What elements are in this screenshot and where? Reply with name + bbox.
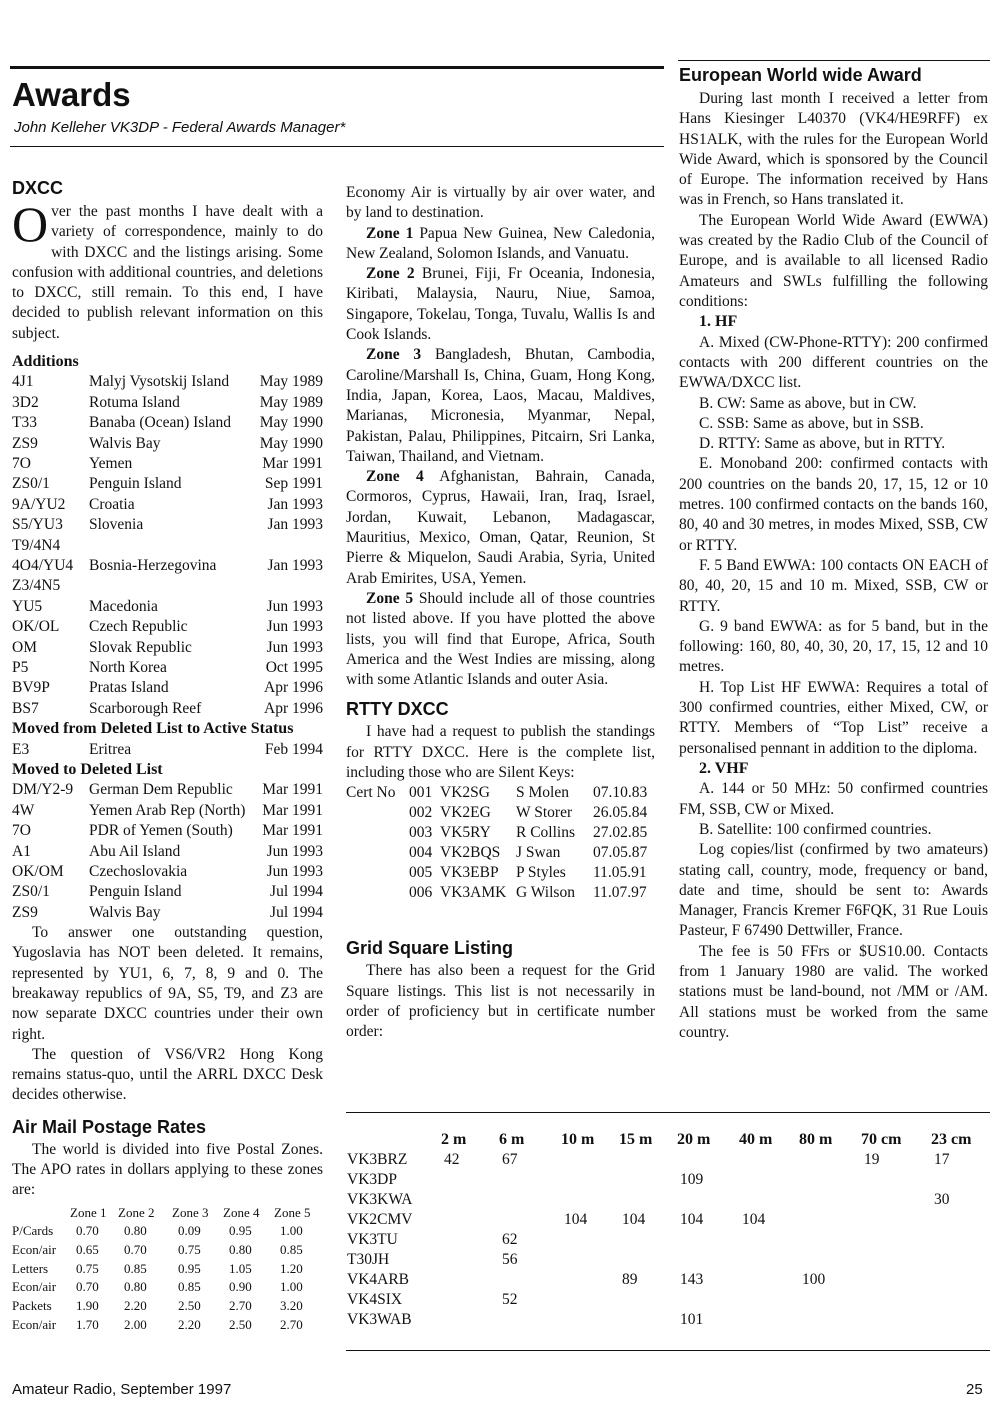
grid-count: 104 (564, 1211, 588, 1228)
entity-prefix: E3 (12, 740, 30, 758)
table-row (346, 783, 655, 803)
rate-value: 2.20 (178, 1316, 201, 1332)
award-condition: B. Satellite: 100 confirmed countries. (699, 820, 932, 838)
table-row (12, 1278, 323, 1297)
entity-name: Yemen (89, 455, 133, 473)
dxcc-para-hongkong: The question of VS6/VR2 Hong Kong remains status-quo, until the ARRL DXCC Desk decides otherwise. (12, 1045, 323, 1104)
drop-cap: O (12, 196, 49, 252)
zone-paragraph (346, 264, 655, 345)
zone-paragraph (346, 224, 655, 265)
band-header: 80 m (799, 1131, 833, 1148)
band-header: 2 m (441, 1131, 467, 1148)
cert-number: 003 (409, 824, 433, 842)
entity-date: Feb 1994 (264, 740, 323, 758)
euro-heading: European World wide Award (679, 65, 922, 85)
table-row (346, 823, 655, 843)
list-item (12, 699, 323, 719)
rtty-table (346, 783, 655, 903)
award-condition: H. Top List HF EWWA: Requires a total of 300 confirmed countries, either Mixed, CW, or RTTY. Members of “Top List” receive a personalised pennant in addition to the diploma. (679, 678, 988, 757)
entity-date: Jun 1993 (266, 597, 323, 615)
award-condition: F. 5 Band EWWA: 100 contacts ON EACH of 80, 40, 20, 15 and 10 m. Mixed, SSB, CW or RTTY. (679, 556, 988, 615)
entity-name: Penguin Island (89, 475, 182, 493)
table-row (346, 803, 655, 823)
list-item (12, 434, 323, 454)
entity-prefix: T33 (12, 414, 37, 432)
rate-label: P/Cards (12, 1223, 54, 1239)
list-item (12, 658, 323, 678)
entity-date: Oct 1995 (265, 658, 323, 676)
cert-name: J Swan (516, 844, 561, 862)
airmail-intro: The world is divided into five Postal Zones. The APO rates in dollars applying to these zones are: (12, 1140, 323, 1199)
entity-date: Jan 1993 (267, 557, 323, 574)
table-row (346, 1210, 990, 1230)
cert-number: 006 (409, 884, 433, 902)
page-title: Awards (12, 76, 131, 113)
list-item (12, 413, 323, 433)
rate-value: 0.80 (124, 1279, 147, 1295)
grid-table-top-rule (346, 1112, 990, 1113)
rate-value: 1.05 (229, 1260, 252, 1276)
grid-count: 62 (502, 1231, 518, 1248)
entity-date: Sep 1991 (264, 475, 323, 493)
author-line: John Kelleher VK3DP - Federal Awards Manager* (14, 119, 346, 136)
rate-label: Econ/air (12, 1316, 57, 1332)
grid-count: 109 (680, 1171, 704, 1188)
entity-prefix: S5/YU3 (12, 516, 63, 534)
entity-date: Jan 1993 (267, 495, 323, 513)
rate-value: 2.70 (280, 1316, 303, 1332)
euro-para-2: The European World Wide Award (EWWA) was created by the Radio Club of the Council of Europe, and is available to all licensed Radio Amateurs and SWLs fulfilling the following conditions: (679, 211, 988, 310)
entity-date: Mar 1991 (262, 822, 323, 840)
rate-value: 2.70 (229, 1298, 252, 1314)
grid-call: VK3WAB (347, 1311, 412, 1328)
additions-heading: Additions (12, 353, 79, 371)
entity-prefix: Z3/4N5 (12, 577, 61, 595)
zone-label: Zone 3 (366, 346, 422, 364)
zone-countries: Afghanistan, Bahrain, Canada, Cormoros, Cyprus, Hawaii, Iran, Iraq, Israel, Jordan, Kuwait, Lebanon, Madagascar, Mauritius, Mexico, Oman, Qatar, Reunion, St Pierre & Miquelon, Saudi Arabia, Syria, United Arab Emirites, USA, Yemen. (346, 468, 655, 587)
entity-prefix: 4W (12, 801, 35, 819)
rate-value: 1.70 (76, 1316, 99, 1332)
rate-value: 2.00 (124, 1316, 147, 1332)
list-item (12, 454, 323, 474)
band-header: 23 cm (931, 1131, 972, 1148)
footer-publication: Amateur Radio, September 1997 (12, 1381, 232, 1398)
grid-count: 101 (680, 1311, 704, 1328)
list-item (12, 576, 323, 596)
rate-label: Letters (12, 1260, 49, 1276)
additions-list (12, 372, 323, 719)
award-condition: G. 9 band EWWA: as for 5 band, but in the following: 160, 80, 40, 30, 20, 17, 15, 12 and 10 metres. (679, 617, 988, 676)
zone-header: Zone 3 (172, 1204, 209, 1220)
euro-para-4: The fee is 50 FFrs or $US10.00. Contacts from 1 January 1980 are valid. The worked stations must be land-bound, not /MM or /AM. All stations must be worked from the same country. (679, 942, 988, 1041)
cert-number: 001 (409, 784, 433, 802)
zone-header: Zone 1 (70, 1204, 107, 1220)
entity-name: Czechoslovakia (89, 862, 188, 880)
rate-label: Econ/air (12, 1279, 57, 1295)
moved-active-list (12, 740, 323, 760)
table-row (346, 1290, 990, 1310)
list-item (12, 372, 323, 392)
entity-name: Penguin Island (89, 883, 182, 901)
entity-date: Jun 1993 (266, 618, 323, 636)
grid-count: 56 (502, 1251, 518, 1268)
cert-number: 004 (409, 844, 433, 862)
entity-date: Jun 1993 (266, 862, 323, 880)
dxcc-intro: Over the past months I have dealt with a variety of correspondence, mainly to do with DXCC and the listings arising. Some confusion with additional countries, and deletions to DXCC, still remain. To this end, I have decided to publish relevant information on this subject. (12, 196, 323, 342)
entity-prefix: BV9P (12, 679, 50, 697)
cert-date: 26.05.84 (593, 804, 648, 822)
list-item (12, 536, 323, 556)
zone-paragraph (346, 345, 655, 467)
airmail-heading: Air Mail Postage Rates (12, 1116, 207, 1137)
zone-paragraph (346, 589, 655, 690)
grid-call: VK2CMV (347, 1211, 413, 1228)
cert-date: 07.05.87 (593, 844, 648, 862)
cert-date: 07.10.83 (593, 784, 648, 802)
rate-value: 0.80 (229, 1242, 252, 1257)
rate-value: 3.20 (280, 1298, 303, 1314)
cert-date: 11.07.97 (593, 884, 647, 902)
entity-name: Abu Ail Island (89, 842, 181, 860)
hf-heading: 1. HF (699, 313, 738, 331)
rate-label: Packets (12, 1298, 52, 1314)
cert-name: G Wilson (516, 884, 575, 902)
entity-name: PDR of Yemen (South) (89, 822, 233, 840)
moved-deleted-heading: Moved to Deleted List (12, 760, 163, 778)
entity-name: Walvis Bay (89, 434, 161, 452)
grid-call: VK3TU (347, 1231, 398, 1248)
rate-value: 0.85 (178, 1279, 201, 1295)
entity-prefix: ZS9 (12, 903, 38, 921)
entity-prefix: 4J1 (12, 373, 34, 391)
entity-prefix: A1 (12, 842, 31, 860)
cert-call: VK2EG (440, 804, 491, 822)
band-header: 70 cm (861, 1131, 902, 1148)
euro-para-1: During last month I received a letter from Hans Kiesinger L40370 (VK4/HE9RFF) ex HS1ALK, with the rules for the European World Wide Award, which is sponsored by the Council of Europe. The information received by Hans was in French, so Hans translated it. (679, 90, 988, 209)
column-1 (12, 177, 323, 1334)
table-row (12, 1297, 323, 1316)
entity-name: North Korea (89, 658, 167, 676)
award-condition: D. RTTY: Same as above, but in RTTY. (699, 435, 946, 453)
rate-value: 0.09 (178, 1223, 201, 1239)
grid-call: VK3DP (347, 1171, 397, 1188)
table-row (12, 1260, 323, 1279)
entity-date: Mar 1991 (262, 781, 323, 799)
entity-prefix: OM (12, 638, 37, 656)
title-bottom-rule (10, 146, 664, 147)
entity-prefix: 3D2 (12, 393, 39, 411)
entity-prefix: BS7 (12, 699, 39, 717)
cert-call: VK5RY (440, 824, 491, 842)
grid-count: 100 (802, 1271, 826, 1288)
rate-value: 2.50 (178, 1298, 201, 1314)
rate-value: 1.00 (280, 1279, 303, 1295)
entity-prefix: P5 (12, 658, 29, 676)
table-row (12, 1316, 323, 1335)
rate-value: 1.90 (76, 1298, 99, 1314)
table-row (346, 1270, 990, 1290)
entity-prefix: YU5 (12, 597, 43, 615)
list-item (12, 740, 323, 760)
table-row (346, 1250, 990, 1270)
grid-call: VK3BRZ (347, 1151, 408, 1168)
grid-count: 67 (502, 1151, 518, 1168)
list-item (12, 842, 323, 862)
grid-count: 104 (742, 1211, 766, 1228)
rtty-intro: I have had a request to publish the standings for RTTY DXCC. Here is the complete list, including those who are Silent Keys: (346, 723, 655, 782)
column-3 (679, 64, 988, 1043)
cert-number: 005 (409, 864, 433, 882)
rate-value: 0.95 (229, 1223, 252, 1239)
grid-call: VK3KWA (347, 1191, 413, 1208)
zone-countries: Bangladesh, Bhutan, Cambodia, Caroline/Marshall Is, China, Guam, Hong Kong, India, Japan, Korea, Laos, Macau, Maldives, Marianas, Micronesia, Myanmar, Nepal, Pakistan, Palau, Philippines, Pitcairn, Sri Lanka, Taiwan, Thailand, and Vietnam. (346, 346, 656, 465)
moved-deleted-list (12, 780, 323, 923)
entity-date: Jun 1993 (266, 638, 323, 656)
grid-count: 104 (680, 1211, 704, 1228)
table-row (12, 1241, 323, 1260)
table-row (346, 1170, 990, 1190)
rate-value: 2.20 (124, 1298, 147, 1314)
entity-name: Slovenia (89, 516, 144, 534)
rate-label: Econ/air (12, 1242, 57, 1257)
entity-prefix: 7O (12, 822, 31, 840)
airmail-continuation: Economy Air is virtually by air over water, and by land to destination. (346, 184, 655, 222)
cert-number: 002 (409, 804, 433, 822)
grid-call: VK4ARB (347, 1271, 410, 1288)
grid-count: 52 (502, 1291, 518, 1308)
entity-name: Slovak Republic (89, 638, 192, 656)
entity-date: Apr 1996 (264, 699, 323, 717)
grid-count: 143 (680, 1271, 704, 1288)
list-item (12, 515, 323, 535)
cert-date: 11.05.91 (593, 864, 647, 882)
entity-prefix: OK/OM (12, 862, 64, 880)
cert-name: P Styles (516, 864, 566, 882)
rate-value: 0.65 (76, 1242, 99, 1257)
rate-value: 0.70 (76, 1279, 99, 1295)
grid-count: 19 (864, 1151, 880, 1168)
entity-name: Croatia (89, 495, 135, 513)
title-top-rule (10, 66, 664, 69)
entity-name: Malyj Vysotskij Island (89, 373, 230, 391)
grid-heading: Grid Square Listing (346, 938, 514, 959)
list-item (12, 821, 323, 841)
zone-paragraph (346, 467, 655, 589)
list-item (12, 678, 323, 698)
rate-value: 1.20 (280, 1260, 303, 1276)
grid-header-row (346, 1130, 990, 1150)
zones-list (346, 224, 655, 691)
entity-date: Jul 1994 (270, 903, 323, 921)
list-item (12, 495, 323, 515)
cert-call: VK3EBP (440, 864, 499, 882)
vhf-heading: 2. VHF (699, 759, 749, 777)
entity-name: Rotuma Island (89, 393, 180, 411)
zone-countries: Should include all of those countries not listed above. If you have plotted the above lists, you will find that Europe, Africa, South America and the West Indies are missing, along with some Atlantic Islands and outer Asia. (346, 589, 655, 689)
grid-count: 89 (622, 1271, 638, 1288)
entity-date: Mar 1991 (262, 455, 323, 473)
zone-label: Zone 5 (366, 589, 414, 607)
dxcc-heading: DXCC (12, 178, 64, 198)
list-item (12, 903, 323, 923)
award-condition: A. 144 or 50 MHz: 50 confirmed countries FM, SSB, CW or Mixed. (679, 780, 988, 818)
entity-date: May 1989 (259, 373, 323, 391)
zone-label: Zone 4 (366, 468, 424, 486)
dxcc-para-yugoslavia: To answer one outstanding question, Yugoslavia has NOT been deleted. It remains, represented by YU1, 6, 7, 8, 9 and 0. The breakaway republics of 9A, S5, T9, and Z3 are now separate DXCC countries under their own right. (12, 924, 323, 1043)
cert-name: S Molen (516, 784, 569, 802)
rate-value: 0.75 (178, 1242, 201, 1257)
entity-name: Czech Republic (89, 618, 188, 636)
table-row (346, 1150, 990, 1170)
band-header: 6 m (499, 1131, 525, 1148)
col3-top-rule (678, 60, 990, 61)
rate-value: 0.75 (76, 1260, 99, 1276)
entity-name: German Dem Republic (89, 781, 233, 799)
postage-table (12, 1204, 323, 1335)
entity-name: Macedonia (89, 597, 158, 615)
band-header: 15 m (619, 1131, 653, 1148)
table-row (346, 863, 655, 883)
list-item (12, 801, 323, 821)
award-condition: C. SSB: Same as above, but in SSB. (699, 414, 924, 432)
table-row (12, 1222, 323, 1241)
entity-prefix: ZS9 (12, 434, 38, 452)
grid-table-bottom-rule (346, 1350, 990, 1351)
grid-table (346, 1130, 990, 1330)
entity-name: Banaba (Ocean) Island (89, 414, 232, 432)
band-header: 10 m (561, 1131, 595, 1148)
cert-date: 27.02.85 (593, 824, 648, 842)
list-item (12, 474, 323, 494)
grid-count: 42 (444, 1151, 460, 1168)
entity-date: May 1990 (259, 434, 323, 452)
entity-prefix: ZS0/1 (12, 883, 50, 901)
rate-value: 0.95 (178, 1260, 201, 1276)
entity-name: Yemen Arab Rep (North) (89, 801, 246, 819)
award-condition: A. Mixed (CW-Phone-RTTY): 200 confirmed contacts with 200 different countries on the EWWA/DXCC list. (679, 333, 988, 392)
entity-date: Apr 1996 (264, 679, 323, 697)
cert-call: VK3AMK (440, 884, 507, 902)
list-item (12, 780, 323, 800)
zone-label: Zone 2 (366, 265, 415, 283)
band-header: 40 m (739, 1131, 773, 1148)
list-item (12, 638, 323, 658)
zone-countries: Brunei, Fiji, Fr Oceania, Indonesia, Kiribati, Malaysia, Nauru, Niue, Samoa, Singapore, Tokelau, Tonga, Tuvalu, Wallis Is and Cook Islands. (346, 265, 655, 344)
entity-name: Eritrea (89, 740, 132, 758)
entity-prefix: OK/OL (12, 618, 60, 636)
entity-date: Jul 1994 (270, 883, 323, 901)
entity-prefix: DM/Y2-9 (12, 781, 74, 799)
band-header: 20 m (677, 1131, 711, 1148)
entity-date: Mar 1991 (262, 801, 323, 819)
rate-value: 1.00 (280, 1223, 303, 1239)
entity-name: Walvis Bay (89, 903, 161, 921)
entity-date: May 1990 (259, 414, 323, 432)
rate-value: 0.70 (124, 1242, 147, 1257)
zone-header: Zone 2 (118, 1204, 155, 1220)
entity-name: Pratas Island (89, 679, 169, 697)
entity-name: Scarborough Reef (89, 699, 202, 717)
zone-header: Zone 5 (274, 1204, 311, 1220)
cert-call: VK2BQS (440, 844, 501, 862)
hf-list (679, 333, 988, 759)
table-row (346, 1190, 990, 1210)
table-row (346, 883, 655, 903)
entity-prefix: 9A/YU2 (12, 495, 66, 513)
list-item (12, 862, 323, 882)
cert-name: R Collins (516, 824, 576, 842)
moved-active-heading: Moved from Deleted List to Active Status (12, 720, 294, 738)
grid-count: 104 (622, 1211, 646, 1228)
rate-value: 0.85 (280, 1242, 303, 1257)
rate-value: 0.70 (76, 1223, 99, 1239)
award-condition: B. CW: Same as above, but in CW. (699, 394, 917, 412)
cert-call: VK2SG (440, 784, 490, 802)
list-item (12, 617, 323, 637)
vhf-list (679, 779, 988, 840)
zone-countries: Papua New Guinea, New Caledonia, New Zealand, Solomon Islands, and Vanuatu. (346, 224, 656, 262)
grid-intro: There has also been a request for the Grid Square listings. This list is not necessarily in order of proficiency but in certificate number order: (346, 962, 655, 1041)
entity-date: May 1989 (259, 393, 323, 411)
entity-prefix: T9/4N4 (12, 536, 61, 554)
zone-header: Zone 4 (223, 1204, 260, 1220)
entity-prefix: 4O4/YU4 (12, 557, 74, 574)
entity-name: Bosnia-Herzegovina (89, 557, 217, 574)
column-2 (346, 183, 655, 1043)
grid-count: 17 (934, 1151, 950, 1168)
rate-value: 0.80 (124, 1223, 147, 1239)
grid-call: T30JH (347, 1251, 390, 1268)
list-item (12, 556, 323, 576)
rate-value: 0.85 (124, 1260, 147, 1276)
list-item (12, 882, 323, 902)
table-row (346, 1230, 990, 1250)
grid-count: 30 (934, 1191, 950, 1208)
postage-header-row (12, 1204, 323, 1223)
grid-call: VK4SIX (347, 1291, 403, 1308)
table-row (346, 1310, 990, 1330)
page-number: 25 (966, 1381, 983, 1398)
entity-date: Jun 1993 (266, 842, 323, 860)
entity-prefix: ZS0/1 (12, 475, 50, 493)
euro-para-3: Log copies/list (confirmed by two amateurs) stating call, country, mode, frequency or band, date and time, should be sent to: Awards Manager, Francis Kremer F6FQK, 31 Rue Louis Pasteur, F 67490 Dettwiller, France. (679, 841, 988, 940)
award-condition: E. Monoband 200: confirmed contacts with 200 countries on the bands 20, 17, 15, 12 or 10 metres. 100 confirmed contacts on the bands 160, 80, 40 and 30 metres, in modes Mixed, SSB, CW or RTTY. (679, 455, 988, 554)
zone-label: Zone 1 (366, 224, 414, 242)
entity-prefix: 7O (12, 455, 31, 473)
rate-value: 2.50 (229, 1316, 252, 1332)
list-item (12, 597, 323, 617)
table-row (346, 843, 655, 863)
rtty-heading: RTTY DXCC (346, 699, 449, 720)
cert-label: Cert No (346, 784, 396, 802)
entity-date: Jan 1993 (267, 516, 323, 534)
rate-value: 0.90 (229, 1279, 252, 1295)
cert-name: W Storer (516, 804, 573, 822)
list-item (12, 393, 323, 413)
